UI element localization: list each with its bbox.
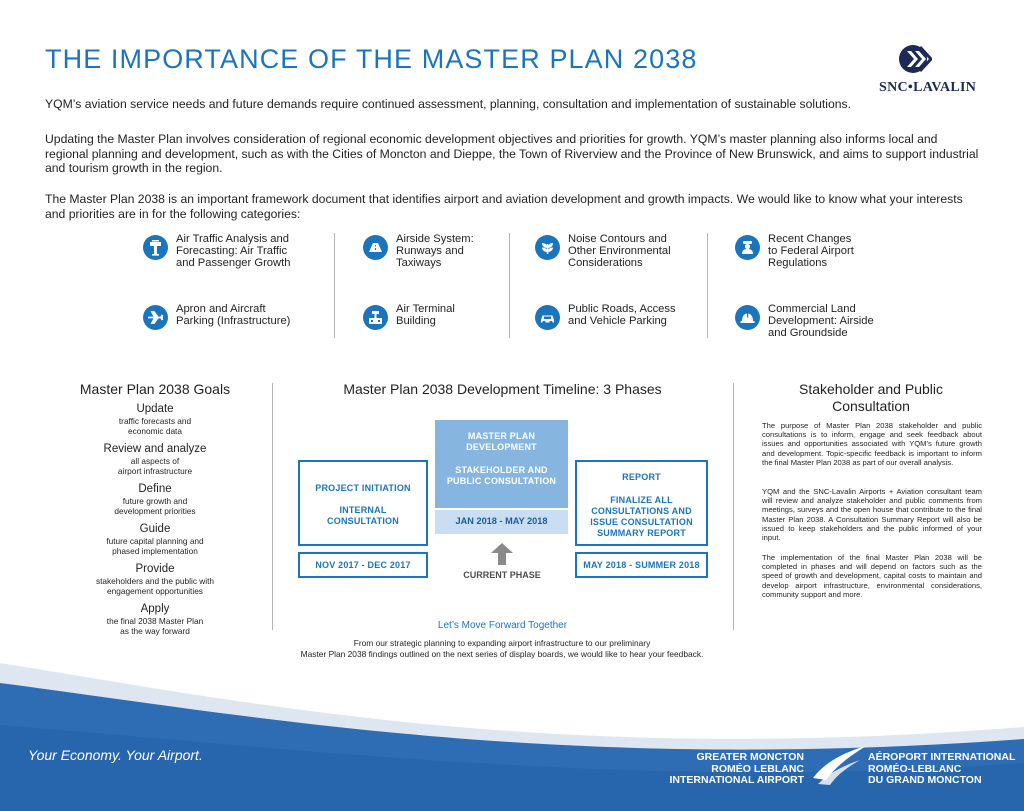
goal-heading: Provide — [135, 563, 175, 575]
car-icon — [535, 305, 560, 330]
stakeholder-title — [757, 381, 985, 415]
phase-2-dates: JAN 2018 - MAY 2018 — [435, 510, 568, 534]
category-roads-parking — [535, 303, 715, 349]
airport-name-french — [868, 752, 1018, 787]
phase-2-box — [435, 420, 568, 508]
phase-2-name: MASTER PLAN — [467, 431, 536, 441]
goals-title: Master Plan 2038 Goals — [79, 381, 231, 397]
category-label: Recent Changes to Federal Airport Regulations — [768, 233, 854, 269]
goal-heading: Apply — [140, 603, 170, 615]
category-divider — [334, 233, 335, 338]
intro-paragraph-1: YQM’s aviation service needs and future demands require continued assessment, planning, consultation and implementation of sustainable solutions. — [45, 97, 851, 111]
goal-description: traffic forecasts and economic data — [118, 416, 192, 436]
section-divider — [272, 383, 273, 630]
airplane-icon — [143, 305, 168, 330]
category-label: Apron and Aircraft Parking (Infrastructure) — [176, 303, 291, 327]
phase-1-dates: NOV 2017 - DEC 2017 — [298, 552, 428, 578]
category-label: Air Terminal Building — [396, 303, 455, 327]
section-divider — [733, 383, 734, 630]
footer-wave — [0, 655, 1024, 811]
timeline-footnote: From our strategic planning to expanding airport infrastructure to our preliminary Master Plan 2038 findings outlined on the next series of display boards, we would like to hear your feedback. — [300, 638, 704, 659]
airport-name-english — [662, 752, 804, 787]
phase-2-name: DEVELOPMENT — [466, 442, 537, 452]
terminal-icon — [363, 305, 388, 330]
category-apron-parking — [143, 303, 323, 349]
goal-heading: Guide — [139, 523, 171, 535]
hard-hat-icon — [735, 305, 760, 330]
category-commercial-land — [735, 303, 915, 349]
phase-3-detail: SUMMARY REPORT — [597, 528, 686, 538]
phase-3-detail: ISSUE CONSULTATION — [590, 517, 693, 527]
phase-1-detail: CONSULTATION — [327, 516, 399, 526]
runway-icon — [363, 235, 388, 260]
category-label: Public Roads, Access and Vehicle Parking — [568, 303, 676, 327]
current-phase-arrow-icon — [490, 542, 514, 566]
control-tower-icon — [143, 235, 168, 260]
phase-3-detail: CONSULTATIONS AND — [591, 506, 692, 516]
airport-name-line: ROMÉO-LEBLANC — [868, 762, 962, 775]
airport-name-line: DU GRAND MONCTON — [868, 774, 982, 786]
current-phase-label: CURRENT PHASE — [463, 570, 541, 580]
stakeholder-paragraph-3: The implementation of the final Master Plan 2038 will be completed in phases and will depend on factors such as the speed of growth and development, capital costs to maintain and develop airport infrastructure, environmental considerations, community support and more. — [762, 553, 982, 599]
stakeholder-paragraph-2: YQM and the SNC-Lavalin Airports + Aviation consultant team will review and analyze stakeholder and public comments from meetings, surveys and the open house that contribute to the final Master Plan 2038. A Consultation Summary Report will also be issued to keep stakeholders and the public informed of your input. — [762, 487, 982, 543]
airport-name-line: INTERNATIONAL AIRPORT — [669, 774, 804, 786]
phase-1-box — [298, 460, 428, 546]
tagline: Let’s Move Forward Together — [437, 620, 568, 631]
stakeholder-paragraph-1: The purpose of Master Plan 2038 stakeholder and public consultations is to inform, engage and seek feedback about issues and opportunities associated with YQM’s future growth and development. Topic-specific feedback is important to inform the final Master Plan 2038 as part of our overall analysis. — [762, 421, 982, 467]
goal-heading: Define — [138, 483, 172, 495]
airport-logo-icon — [810, 744, 868, 786]
phase-3-dates: MAY 2018 - SUMMER 2018 — [575, 552, 708, 578]
goal-description: future growth and development priorities — [114, 496, 196, 516]
intro-paragraph-3: The Master Plan 2038 is an important framework document that identifies airport and aviation development and growth impacts. We would like to know what your interests and priorities are in for the following categories: — [45, 192, 963, 221]
snc-lavalin-wordmark: SNC•LAVALIN — [879, 80, 977, 95]
officer-icon — [735, 235, 760, 260]
goal-heading: Review and analyze — [103, 443, 207, 455]
goal-description: future capital planning and phased implementation — [106, 536, 204, 556]
category-air-terminal — [363, 303, 543, 349]
phase-1-name: PROJECT INITIATION — [315, 483, 411, 493]
phase-3-box — [575, 460, 708, 546]
snc-lavalin-chevron-icon — [898, 44, 932, 74]
intro-paragraph-2: Updating the Master Plan involves consideration of regional economic development objectives and priorities for growth. YQM’s master planning also informs local and regional planning and development, such as with the Cities of Moncton and Dieppe, the Town of Riverview and the Province of New Brunswick, and aims to support industrial and tourism growth in the region. — [45, 132, 979, 175]
category-label: Noise Contours and Other Environmental Considerations — [568, 233, 671, 269]
phase-2-detail: PUBLIC CONSULTATION — [446, 476, 557, 486]
leaf-icon — [535, 235, 560, 260]
phase-2-detail: STAKEHOLDER AND — [455, 465, 548, 475]
footer-slogan: Your Economy. Your Airport. — [28, 747, 203, 763]
stakeholder-title-line: Consultation — [832, 398, 910, 414]
category-label: Airside System: Runways and Taxiways — [396, 233, 474, 269]
category-label: Air Traffic Analysis and Forecasting: Air Traffic and Passenger Growth — [176, 233, 291, 269]
stakeholder-title-line: Stakeholder and Public — [799, 381, 943, 397]
phase-1-detail: INTERNAL — [339, 505, 387, 515]
category-label: Commercial Land Development: Airside and Groundside — [768, 303, 874, 339]
category-federal-regulations — [735, 233, 915, 279]
category-air-traffic — [143, 233, 323, 279]
goal-description: the final 2038 Master Plan as the way forward — [106, 616, 204, 636]
goal-heading: Update — [136, 403, 174, 415]
airport-name-line: ROMÉO LEBLANC — [711, 762, 804, 775]
phase-3-name: REPORT — [622, 472, 661, 482]
snc-lavalin-logo — [868, 44, 988, 96]
goal-description: all aspects of airport infrastructure — [117, 456, 193, 476]
category-airside-system — [363, 233, 543, 279]
goal-description: stakeholders and the public with engagement opportunities — [95, 576, 215, 596]
category-noise-environment — [535, 233, 715, 279]
timeline-title: Master Plan 2038 Development Timeline: 3 Phases — [343, 381, 662, 397]
page-title: THE IMPORTANCE OF THE MASTER PLAN 2038 — [45, 44, 698, 74]
phase-3-detail: FINALIZE ALL — [610, 495, 673, 505]
airport-name-line: AÉROPORT INTERNATIONAL — [868, 751, 1016, 763]
airport-name-line: GREATER MONCTON — [696, 751, 804, 763]
